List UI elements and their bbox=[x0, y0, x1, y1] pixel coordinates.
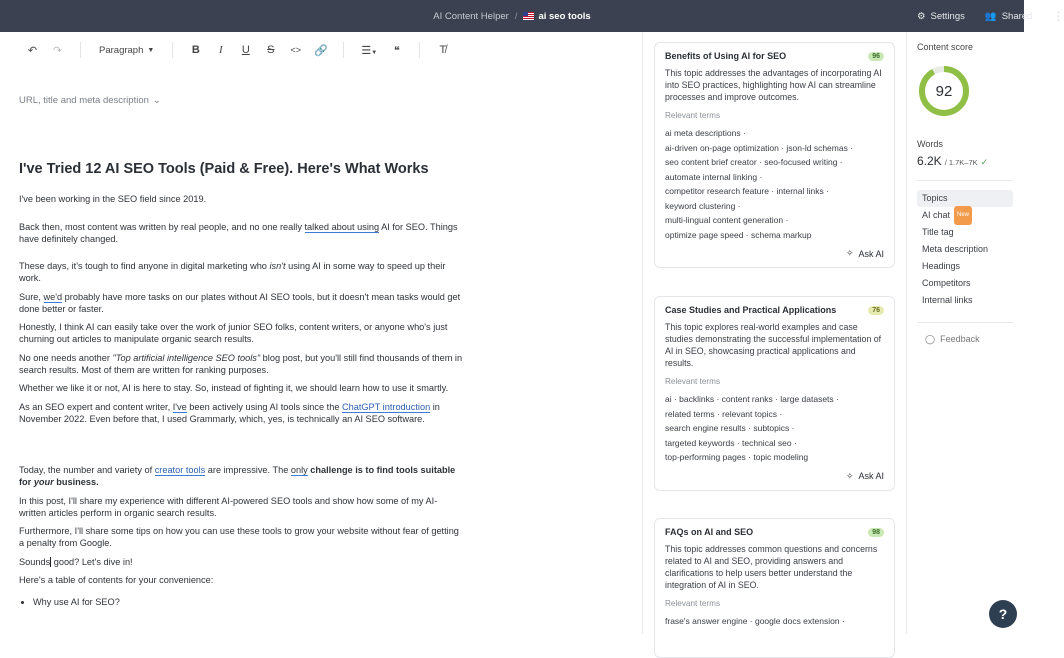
relevant-terms-label: Relevant terms bbox=[665, 111, 721, 120]
document-title-text: ai seo tools bbox=[538, 10, 591, 22]
score-sidebar bbox=[917, 32, 1017, 634]
relevant-terms-label: Relevant terms bbox=[665, 599, 721, 608]
shared-button[interactable] bbox=[985, 11, 1032, 22]
strikethrough-button[interactable]: S bbox=[267, 44, 275, 56]
term-line: keyword clustering · bbox=[665, 200, 741, 211]
topic-score-badge: 76 bbox=[868, 306, 884, 315]
text: No one needs another bbox=[19, 352, 113, 363]
paragraph[interactable] bbox=[19, 291, 464, 315]
ask-ai-label: Ask AI bbox=[858, 248, 884, 259]
settings-label: Settings bbox=[930, 10, 965, 22]
text: As an SEO expert and content writer, bbox=[19, 401, 173, 412]
users-icon: 👥 bbox=[984, 10, 997, 22]
term-line: optimize page speed · schema markup bbox=[665, 229, 812, 240]
nav-label: Headings bbox=[922, 261, 961, 271]
redo-icon[interactable]: ↷ bbox=[52, 44, 63, 57]
paragraph[interactable] bbox=[19, 221, 464, 245]
topics-panel bbox=[652, 32, 902, 634]
content-score-label: Content score bbox=[917, 42, 974, 52]
text: in November 2022. Even before that, I used Grammarly, which, yes, is technically an AI SEO software. bbox=[19, 401, 440, 424]
block-style-dropdown[interactable] bbox=[91, 45, 162, 56]
text: Sure, bbox=[19, 291, 44, 302]
sparkle-icon: ✧ bbox=[845, 470, 854, 481]
paragraph[interactable] bbox=[19, 556, 464, 568]
text: These days, it's tough to find anyone in digital marketing who bbox=[19, 261, 270, 271]
chatgpt-link[interactable]: ChatGPT introduction bbox=[342, 401, 431, 412]
text: are impressive. The bbox=[205, 465, 291, 475]
quote-button[interactable]: ❝ bbox=[393, 44, 400, 57]
caret-down-icon: ▼ bbox=[371, 49, 378, 56]
sidebar-nav bbox=[917, 190, 1013, 309]
meta-toggle-label: URL, title and meta description bbox=[19, 95, 149, 106]
link-icon[interactable]: 🔗 bbox=[313, 44, 328, 57]
help-button[interactable]: ? bbox=[989, 600, 1017, 628]
topic-description: This topic explores real-world examples and case studies demonstrating the successful implementation of AI in SEO, showcasing practical applications and results. bbox=[665, 322, 882, 368]
topic-score-badge: 96 bbox=[868, 52, 884, 61]
feedback-button[interactable] bbox=[925, 334, 980, 345]
sidebar-item-ai-chat[interactable] bbox=[917, 207, 1013, 224]
list-item[interactable]: • Why use AI for SEO? bbox=[33, 596, 464, 608]
undo-icon[interactable]: ↶ bbox=[27, 44, 38, 57]
emphasis: isn't bbox=[269, 261, 286, 271]
relevant-terms-label: Relevant terms bbox=[665, 377, 721, 386]
text: AI for SEO. Things have definitely changed. bbox=[19, 221, 458, 244]
us-flag-icon bbox=[523, 12, 534, 20]
text: good? Let's dive in! bbox=[51, 556, 133, 567]
panel-divider bbox=[642, 32, 643, 634]
sidebar-divider bbox=[917, 322, 1013, 323]
nav-label: Internal links bbox=[922, 295, 973, 305]
nav-label: Title tag bbox=[922, 227, 954, 237]
nav-label: Topics bbox=[922, 193, 948, 203]
paragraph[interactable]: Here's a table of contents for your convenience: bbox=[19, 575, 214, 585]
sidebar-item-title-tag[interactable] bbox=[917, 224, 1013, 241]
words-label: Words bbox=[917, 139, 943, 149]
topic-card bbox=[654, 518, 895, 658]
topic-card bbox=[654, 296, 895, 491]
paragraph[interactable] bbox=[19, 260, 464, 284]
term-line: automate internal linking · bbox=[665, 171, 763, 182]
sidebar-item-competitors[interactable] bbox=[917, 275, 1013, 292]
term-line: frase's answer engine · google docs extension · bbox=[665, 616, 845, 626]
topic-description: This topic addresses the advantages of incorporating AI into SEO practices, highlighting how AI can streamline processes and improve outcomes. bbox=[665, 68, 882, 102]
topic-description: This topic addresses common questions and concerns related to AI and SEO, providing answers and clarifications to help users better understand the integration of AI in SEO. bbox=[665, 544, 878, 590]
nav-label: Competitors bbox=[922, 278, 971, 288]
topic-title-text: Benefits of Using AI for SEO bbox=[665, 51, 787, 61]
term-line: targeted keywords · technical seo · bbox=[665, 437, 797, 448]
word-count-value: 6.2K bbox=[917, 154, 942, 168]
panel-divider bbox=[906, 32, 907, 634]
topic-score-badge: 98 bbox=[868, 528, 884, 537]
text: Back then, most content was written by real people, and no one really bbox=[19, 221, 305, 232]
block-style-label: Paragraph bbox=[99, 44, 144, 56]
term-line: ai · backlinks · content ranks · large datasets · bbox=[665, 394, 839, 404]
underlined-word[interactable]: we'd bbox=[43, 291, 63, 302]
nav-label: AI chat bbox=[922, 210, 951, 220]
topic-title bbox=[665, 51, 884, 61]
bold-text: challenge is to find tools suitable for bbox=[19, 465, 456, 487]
sidebar-item-topics[interactable] bbox=[917, 190, 1013, 207]
underlined-word[interactable]: I've bbox=[172, 401, 187, 412]
paragraph[interactable]: I've been working in the SEO field since 2019. bbox=[19, 194, 207, 204]
paragraph[interactable]: Honestly, I think AI can easily take over the work of junior SEO folks, content writers, or anyone who's just churning out articles to manipulate organic search results. bbox=[19, 322, 448, 344]
toolbar-divider bbox=[419, 42, 420, 58]
underlined-word[interactable]: only bbox=[290, 465, 308, 475]
term-line: seo content brief creator · seo-focused writing · bbox=[665, 157, 843, 167]
text: using AI in some way to speed up their work. bbox=[19, 261, 446, 283]
paragraph[interactable] bbox=[19, 352, 464, 376]
code-button[interactable]: <> bbox=[290, 45, 302, 55]
settings-button[interactable] bbox=[917, 11, 965, 22]
toolbar-divider bbox=[80, 42, 81, 58]
toc-list bbox=[33, 596, 464, 608]
checkmark-icon: ✓ bbox=[980, 157, 989, 167]
term-line: ai meta descriptions · bbox=[665, 128, 746, 138]
editor-toolbar bbox=[20, 38, 460, 62]
toolbar-divider bbox=[343, 42, 344, 58]
new-badge: New bbox=[954, 206, 972, 225]
align-dropdown[interactable] bbox=[354, 44, 384, 57]
feedback-label: Feedback bbox=[940, 334, 980, 344]
ask-ai-label: Ask AI bbox=[858, 471, 884, 481]
caret-down-icon: ▼ bbox=[147, 46, 155, 54]
top-bar bbox=[0, 0, 1064, 32]
shared-label: Shared bbox=[1001, 10, 1033, 22]
kebab-menu-icon: ⋮ bbox=[1052, 9, 1064, 23]
align-left-icon: ☰ bbox=[361, 44, 372, 57]
word-count-target: / 1.7K–7K bbox=[944, 158, 978, 167]
term-line: multi-lingual content generation · bbox=[665, 215, 789, 225]
term-line: top-performing pages · topic modeling bbox=[665, 452, 809, 462]
document-title[interactable] bbox=[523, 11, 590, 22]
article-title[interactable]: I've Tried 12 AI SEO Tools (Paid & Free). Here's What Works bbox=[19, 161, 429, 177]
underlined-phrase[interactable]: talked about using bbox=[304, 221, 380, 232]
sidebar-item-meta-description[interactable] bbox=[917, 241, 1013, 258]
term-line: ai-driven on-page optimization · json-ld schemas · bbox=[665, 142, 854, 153]
sparkle-icon: ✧ bbox=[845, 248, 854, 258]
text: blog post, but you'll still find thousands of them in search results. Most of them are written for ranking purposes. bbox=[19, 352, 463, 375]
paragraph[interactable] bbox=[19, 401, 464, 425]
sidebar-item-headings[interactable] bbox=[917, 258, 1013, 275]
topic-title bbox=[665, 527, 884, 537]
text: been actively using AI tools since the bbox=[186, 401, 342, 412]
clear-format-icon[interactable]: T̸ bbox=[439, 44, 447, 56]
word-count bbox=[917, 154, 988, 168]
more-menu-button[interactable] bbox=[1052, 9, 1064, 23]
term-line: search engine results · subtopics · bbox=[665, 423, 795, 433]
topic-title-text: Case Studies and Practical Applications bbox=[665, 305, 837, 315]
term-line: related terms · relevant topics · bbox=[665, 408, 783, 419]
bold-text: business. bbox=[53, 477, 99, 487]
chevron-down-icon: ⌄ bbox=[152, 95, 161, 106]
content-score-value: 92 bbox=[935, 82, 953, 100]
emphasis: "Top artificial intelligence SEO tools" bbox=[112, 352, 261, 363]
ask-ai-button[interactable] bbox=[665, 248, 884, 259]
paragraph[interactable] bbox=[19, 464, 464, 488]
topic-card bbox=[654, 42, 895, 268]
text: probably have more tasks on our plates without AI SEO tools, but it doesn't mean tasks would get done better or faster. bbox=[19, 291, 461, 314]
text: Sounds bbox=[19, 556, 51, 567]
document-breadcrumb bbox=[0, 0, 1024, 32]
term-line: competitor research feature · internal links · bbox=[665, 186, 829, 196]
app-name[interactable]: AI Content Helper bbox=[433, 10, 509, 22]
paragraph[interactable]: Furthermore, I'll share some tips on how you can use these tools to grow your website without fear of getting a penalty from Google. bbox=[19, 526, 459, 548]
gear-icon: ⚙ bbox=[917, 10, 926, 22]
italic-button[interactable]: I bbox=[218, 44, 223, 56]
toolbar-divider bbox=[172, 42, 173, 58]
bold-button[interactable]: B bbox=[191, 44, 200, 56]
meta-description-toggle[interactable] bbox=[19, 95, 161, 106]
breadcrumb-separator: / bbox=[514, 10, 518, 22]
nav-label: Meta description bbox=[922, 244, 989, 254]
bold-emphasis: your bbox=[33, 477, 54, 487]
ask-ai-button[interactable] bbox=[665, 471, 884, 482]
paragraph[interactable]: Whether we like it or not, AI is here to stay. So, instead of fighting it, we should learn how to use it smartly. bbox=[19, 383, 449, 393]
editor-content[interactable] bbox=[19, 160, 464, 608]
text: Today, the number and variety of bbox=[19, 465, 155, 475]
sidebar-divider bbox=[917, 180, 1013, 181]
sidebar-item-internal-links[interactable] bbox=[917, 292, 1013, 309]
topic-title-text: FAQs on AI and SEO bbox=[665, 527, 754, 537]
chat-bubble-icon: ◯ bbox=[925, 334, 936, 344]
paragraph[interactable]: In this post, I'll share my experience with different AI-powered SEO tools and show how some of my AI-written articles perform in organic search results. bbox=[19, 495, 438, 518]
topic-title bbox=[665, 305, 884, 315]
underline-button[interactable]: U bbox=[241, 44, 250, 56]
creator-tools-link[interactable]: creator tools bbox=[154, 465, 206, 475]
